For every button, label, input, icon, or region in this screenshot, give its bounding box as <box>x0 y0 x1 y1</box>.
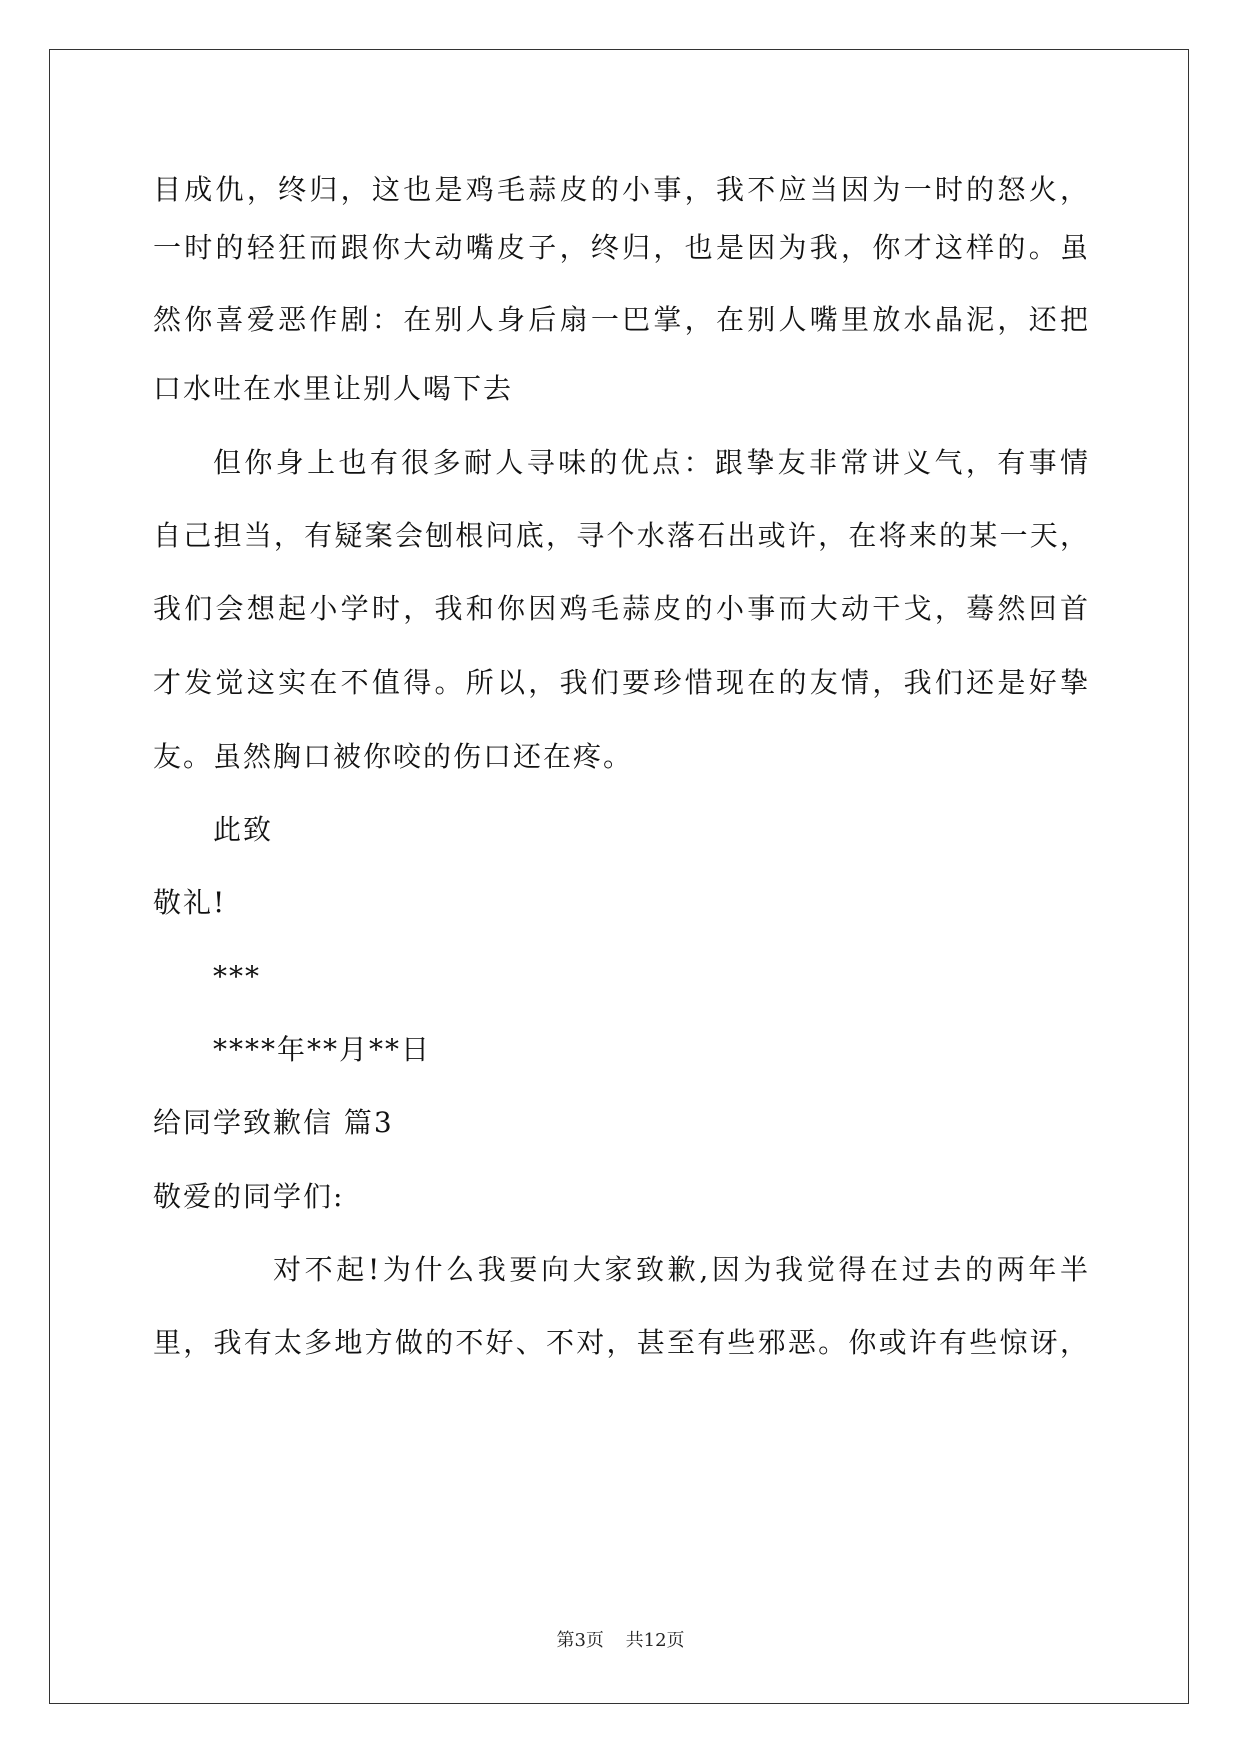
body-line-1: 目成仇，终归，这也是鸡毛蒜皮的小事，我不应当因为一时的怒火， <box>153 173 1088 206</box>
section-heading: 给同学致歉信 篇3 <box>153 1106 394 1139</box>
page-number: 第3页 <box>556 1630 604 1651</box>
paragraph-2-line-4: 才发觉这实在不值得。所以，我们要珍惜现在的友情，我们还是好挚 <box>153 666 1088 699</box>
paragraph-2-line-2: 自己担当，有疑案会刨根问底，寻个水落石出或许，在将来的某一天， <box>153 519 1088 552</box>
page-total: 共12页 <box>625 1630 685 1651</box>
paragraph-2-line-3: 我们会想起小学时，我和你因鸡毛蒜皮的小事而大动干戈，蓦然回首 <box>153 592 1088 625</box>
signature-date: ****年**月**日 <box>213 1033 432 1066</box>
salutation: 敬爱的同学们: <box>153 1180 345 1213</box>
closing-cizhi: 此致 <box>213 813 274 846</box>
page-border <box>49 49 1189 1704</box>
page-footer <box>0 1629 1241 1653</box>
body-line-2: 一时的轻狂而跟你大动嘴皮子，终归，也是因为我，你才这样的。虽 <box>153 231 1088 264</box>
closing-jingli: 敬礼! <box>153 886 227 919</box>
body-line-4: 口水吐在水里让别人喝下去 <box>153 372 514 405</box>
paragraph-2-line-1: 但你身上也有很多耐人寻味的优点：跟挚友非常讲义气，有事情 <box>213 446 1088 479</box>
letter-line-1: 对不起!为什么我要向大家致歉,因为我觉得在过去的两年半 <box>273 1253 1088 1286</box>
signature-name: *** <box>213 960 261 993</box>
body-line-3: 然你喜爱恶作剧：在别人身后扇一巴掌，在别人嘴里放水晶泥，还把 <box>153 303 1088 336</box>
paragraph-2-line-5: 友。虽然胸口被你咬的伤口还在疼。 <box>153 740 634 773</box>
letter-line-2: 里，我有太多地方做的不好、不对，甚至有些邪恶。你或许有些惊讶， <box>153 1326 1088 1359</box>
